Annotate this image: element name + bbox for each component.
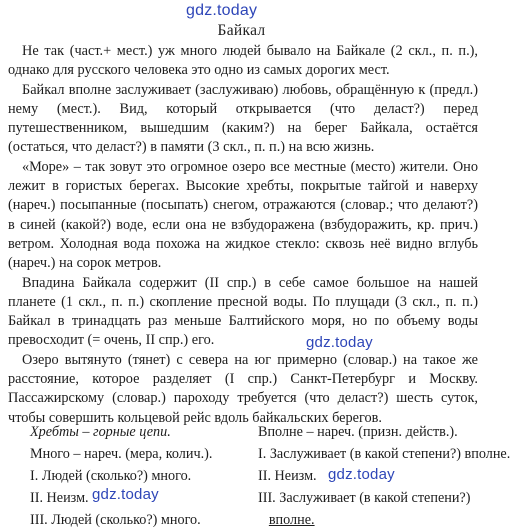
gloss-vpolne-1: I. Заслуживает (в какой степени?) вполне. [258, 446, 510, 462]
gloss-row-5 [30, 509, 480, 531]
paragraph-2: Байкал вполне заслуживает (заслуживаю) любовь, обращённую к (предл.) нему (мест.). Вид, который открывается (что деласт?) перед путешественником, вышедшим (каким?) на берег Байкала, остаётся (остаться, что деласт?) в памяти (3 скл., п. п.) на всю жизнь. [8, 81, 478, 156]
document-body [8, 42, 478, 428]
paragraph-4: Впадина Байкала содержит (II спр.) в себе самое большое на нашей планете (1 скл., п. п.) скопление пресной воды. По плущади (3 скл., п. п.) Байкал в тринадцать раз меньше Балтийского моря, но по объему воды превосходит (= очень, II спр.) его. [8, 274, 478, 349]
gloss-row-1 [30, 421, 480, 443]
document-title: Байкал [217, 22, 266, 39]
gloss-mnogo-3: III. Людей (сколько?) много. [30, 512, 201, 528]
gloss-mnogo-heading: Много – нареч. (мера, колич.). [30, 446, 213, 462]
watermark-bottom-left: gdz.today [92, 486, 159, 503]
paragraph-5: Озеро вытянуто (тянет) с севера на юг примерно (словар.) на такое же расстояние, которое разделяет (I спр.) Санкт-Петербург и Москву. Пассажирскому (словар.) пароходу требуется (что деласт?) шесть суток, чтобы совершить кольцевой рейс вдоль байкальских берегов. [8, 351, 478, 426]
word-analysis [30, 421, 510, 531]
paragraph-1: Не так (част.+ мест.) уж много людей бывало на Байкале (2 скл., п. п.), однако для русского человека это одно из самых дорогих мест. [8, 43, 478, 79]
watermark-top: gdz.today [186, 2, 258, 19]
gloss-mnogo-1: I. Людей (сколько?) много. [30, 468, 192, 484]
gloss-vpolne-2: II. Неизм. [258, 468, 317, 484]
gloss-row-2 [30, 443, 510, 465]
gloss-vpolne-3-end: вполне. [268, 512, 315, 528]
gloss-vpolne-3: III. Заслуживает (в какой степени?) [258, 490, 471, 506]
gloss-vpolne-heading: Вполне – нареч. (призн. действ.). [258, 424, 458, 440]
gloss-hrebty: Хребты – горные цепи. [30, 424, 171, 440]
watermark-middle: gdz.today [306, 334, 373, 351]
paragraph-3: «Море» – так зовут это огромное озеро все местные (место) жители. Оно лежит в гористых берегах. Высокие хребты, покрытые тайгой и наверху (нареч.) посыпанные (посыпать) снегом, отражаются (словар.; что делают?) в синей (какой?) воде, если она не взбудоражена (взбудоражить, кр. прич.) ветром. Холодная вода похожа на жидкое стекло: сквозь неё видно вглубь (нареч.) на сорок метров. [8, 158, 478, 272]
watermark-bottom-right: gdz.today [328, 466, 395, 483]
gloss-row-3 [30, 465, 480, 487]
gloss-mnogo-2: II. Неизм. [30, 490, 89, 506]
